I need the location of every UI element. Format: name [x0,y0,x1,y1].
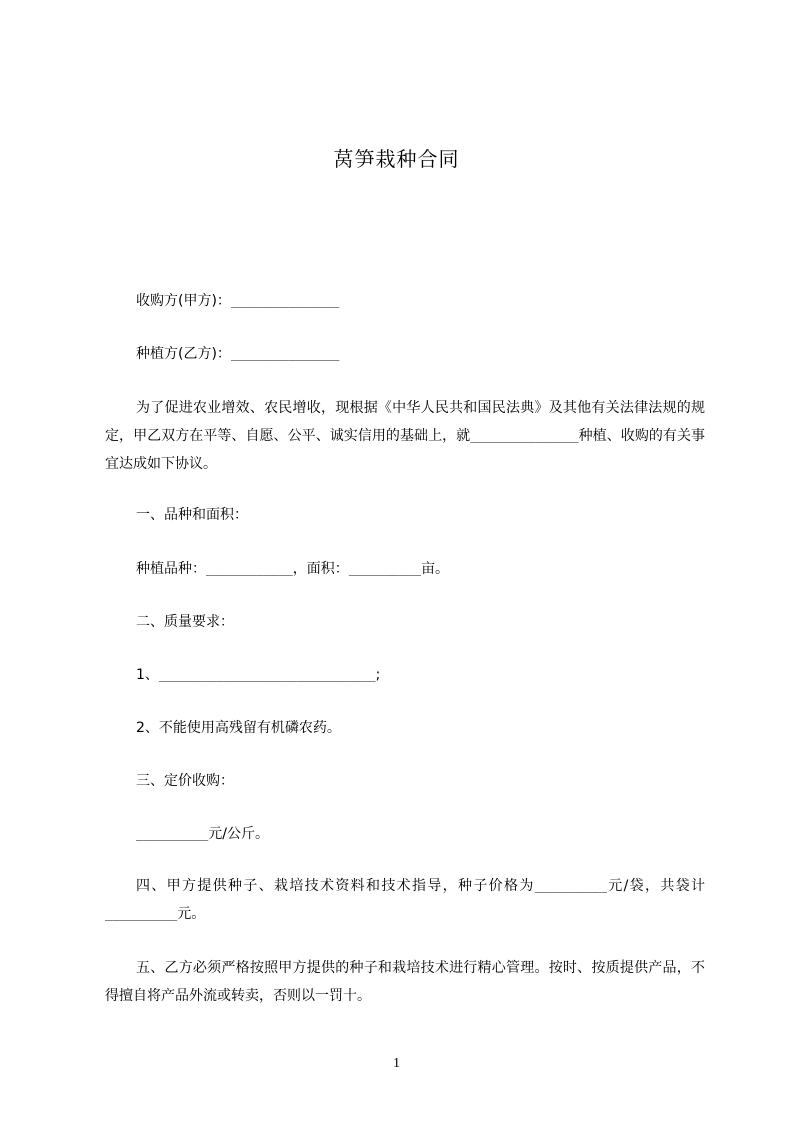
section4-paragraph [105,872,705,928]
party-a-blank: _______________ [230,294,340,308]
party-b-blank: _______________ [230,347,340,361]
section4-text-2: 元/袋，共袋计 [606,878,706,894]
party-b-label: 种植方(乙方)： [136,346,231,362]
area-unit: 亩。 [420,561,449,577]
preamble-text-2: 种植、收购的有关事宜达成如下协议。 [105,428,706,472]
quality-item-1-suffix: ; [375,667,381,683]
preamble-paragraph [105,394,705,478]
area-label: ，面积： [292,561,349,577]
section5-paragraph: 五、乙方必须严格按照甲方提供的种子和栽培技术进行精心管理。按时、按质提供产品，不得擅自将产品外流或转卖，否则以一罚十。 [105,960,705,1004]
variety-label: 种植品种： [136,561,206,577]
section2-heading: 二、质量要求： [136,614,234,630]
quality-item-1 [136,666,736,684]
quality-item-1-blank: ______________________________ [158,668,376,682]
quality-item-2: 2、不能使用高残留有机磷农药。 [136,720,341,736]
variety-blank: ____________ [206,562,293,576]
page-title: 莴笋栽种合同 [333,147,460,171]
variety-area-line [136,560,736,578]
section1-heading: 一、品种和面积： [136,507,248,523]
seed-total-blank: __________ [105,907,178,921]
preamble-text-1: 为了促进农业增效、农民增收，现根据《中华人民共和国民法典》及其他有关法律法规的规定，甲乙双方在平等、自愿、公平、诚实信用的基础上，就 [105,400,705,444]
page-number: 1 [393,1056,400,1071]
price-blank: __________ [136,827,209,841]
party-b-line [136,345,736,363]
party-a-label: 收购方(甲方)： [136,293,231,309]
section4-text-1: 四、甲方提供种子、栽培技术资料和技术指导，种子价格为 [136,878,535,894]
section3-heading: 三、定价收购： [136,773,234,789]
price-unit: 元/公斤。 [208,826,269,842]
quality-item-1-prefix: 1、 [136,667,159,683]
party-a-line [136,292,736,310]
seed-price-blank: __________ [534,879,607,893]
price-line [136,825,736,843]
area-blank: __________ [348,562,421,576]
preamble-blank: _______________ [470,429,579,443]
section4-text-3: 元。 [177,906,206,922]
